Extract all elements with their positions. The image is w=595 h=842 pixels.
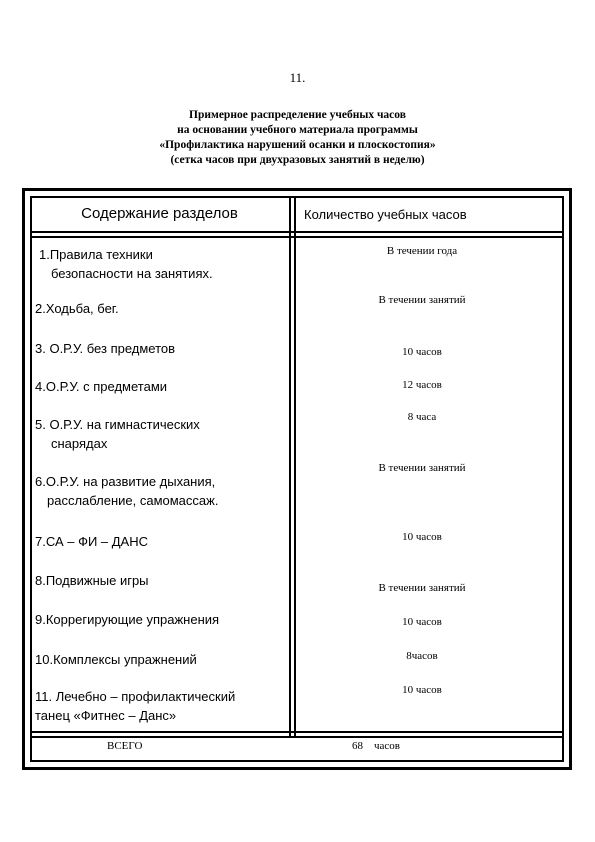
row-2-content	[35, 299, 119, 318]
row-4-hours: 12 часов	[402, 379, 442, 391]
header-content-sections: Содержание разделов	[81, 205, 238, 222]
header-divider-b	[32, 236, 562, 238]
row-2-line-1: 2.Ходьба, бег.	[35, 301, 119, 316]
heading-line-2: на основании учебного материала программы	[177, 124, 418, 136]
row-1-line-2: безопасности на занятиях.	[51, 266, 213, 281]
row-5-line-1: 5. О.Р.У. на гимнастических	[35, 417, 200, 432]
row-7-line-1: 7.СА – ФИ – ДАНС	[35, 534, 149, 549]
header-hours-count: Количество учебных часов	[304, 207, 467, 222]
row-10-line-1: 10.Комплексы упражнений	[35, 652, 197, 667]
column-divider-a	[289, 198, 291, 736]
row-8-content	[35, 571, 149, 590]
column-divider-b	[294, 198, 296, 736]
row-6-content	[35, 472, 218, 510]
hours-table-inner	[30, 196, 564, 762]
total-label: ВСЕГО	[107, 740, 143, 752]
hours-table	[22, 188, 572, 770]
document-heading	[0, 108, 595, 168]
total-divider-b	[32, 736, 562, 738]
row-9-content	[35, 610, 219, 629]
row-6-line-1: 6.О.Р.У. на развитие дыхания,	[35, 474, 216, 489]
row-10-content	[35, 650, 197, 669]
row-2-hours: В течении занятий	[378, 294, 466, 306]
row-10-hours: 8часов	[406, 650, 438, 662]
row-4-line-1: 4.О.Р.У. с предметами	[35, 379, 168, 394]
row-6-line-2: расслабление, самомассаж.	[47, 493, 219, 508]
row-1-hours: В течении года	[386, 245, 458, 257]
total-divider-a	[32, 731, 562, 733]
total-value: 68 часов	[352, 740, 400, 752]
header-divider-a	[32, 231, 562, 233]
row-8-hours: В течении занятий	[378, 582, 466, 594]
row-9-hours: 10 часов	[402, 616, 442, 628]
row-7-hours: 10 часов	[402, 531, 442, 543]
row-4-content	[35, 377, 167, 396]
row-1-line-1: 1.Правила техники	[39, 247, 153, 262]
row-1-content	[39, 245, 213, 283]
row-3-hours: 10 часов	[402, 346, 442, 358]
row-8-line-1: 8.Подвижные игры	[35, 573, 149, 588]
page-number: 11.	[289, 70, 306, 85]
row-5-line-2: снарядах	[51, 436, 108, 451]
heading-line-3: «Профилактика нарушений осанки и плоскостопия»	[159, 139, 436, 151]
row-11-line-2: танец «Фитнес – Данс»	[35, 708, 177, 723]
row-11-line-1: 11. Лечебно – профилактический	[35, 689, 236, 704]
row-9-line-1: 9.Коррегирующие упражнения	[35, 612, 220, 627]
row-6-hours: В течении занятий	[378, 462, 466, 474]
row-5-content	[35, 415, 200, 453]
row-3-content	[35, 339, 175, 358]
heading-line-1: Примерное распределение учебных часов	[189, 109, 406, 121]
row-11-content	[35, 687, 235, 725]
row-5-hours: 8 часа	[407, 411, 437, 423]
heading-line-4: (сетка часов при двухразовых занятий в неделю)	[170, 154, 425, 166]
row-7-content	[35, 532, 148, 551]
row-3-line-1: 3. О.Р.У. без предметов	[35, 341, 176, 356]
row-11-hours: 10 часов	[402, 684, 442, 696]
